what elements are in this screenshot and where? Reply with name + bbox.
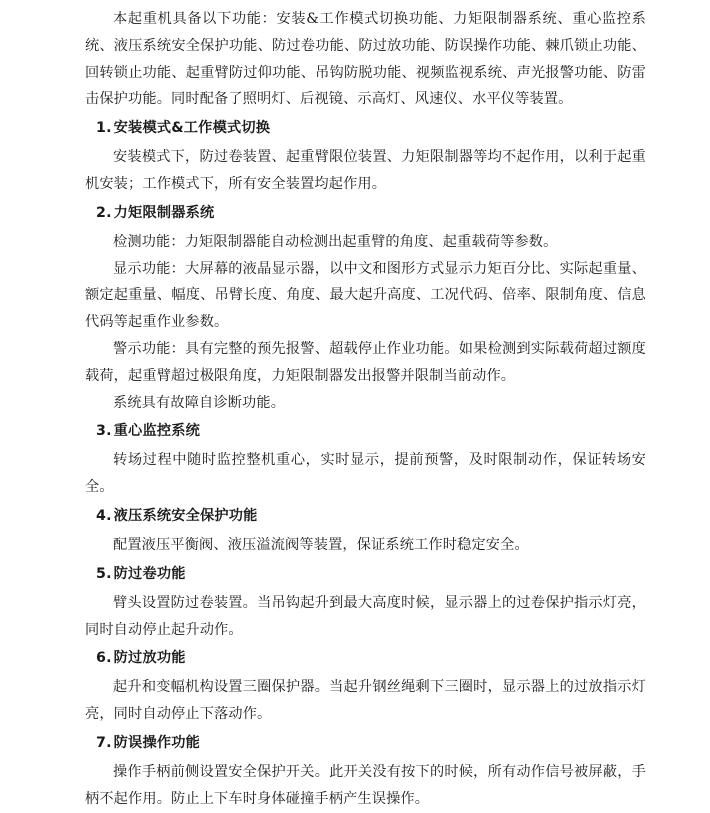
- section-heading: [85, 200, 646, 226]
- section-over-hoist: [85, 561, 646, 644]
- intro-paragraph: 本起重机具备以下功能：安装&工作模式切换功能、力矩限制器系统、重心监控系统、液压系统安全保护功能、防过卷功能、防过放功能、防误操作功能、棘爪锁止功能、回转锁止功能、起重臂防过仰功能、吊钩防脱功能、视频监视系统、声光报警功能、防雷击保护功能。同时配备了照明灯、后视镜、示高灯、风速仪、水平仪等装置。: [85, 11, 646, 108]
- section-heading: [85, 561, 646, 587]
- paragraph: 警示功能：具有完整的预先报警、超载停止作业功能。如果检测到实际载荷超过额度载荷，起重臂超过极限角度，力矩限制器发出报警并限制当前动作。: [85, 340, 646, 384]
- paragraph: 系统具有故障自诊断功能。: [113, 394, 286, 411]
- paragraph: 操作手柄前侧设置安全保护开关。此开关没有按下的时候，所有动作信号被屏蔽，手柄不起作用。防止上下车时身体碰撞手柄产生误操作。: [85, 763, 646, 807]
- paragraph: 臂头设置防过卷装置。当吊钩起升到最大高度时候，显示器上的过卷保护指示灯亮，同时自动停止起升动作。: [85, 594, 646, 638]
- paragraph: 安装模式下，防过卷装置、起重臂限位装置、力矩限制器等均不起作用，以利于起重机安装；工作模式下，所有安全装置均起作用。: [85, 149, 646, 192]
- section-number: 3.: [96, 423, 112, 440]
- section-title: 防过卷功能: [113, 565, 186, 582]
- section-heading: [85, 730, 646, 756]
- section-number: 2.: [96, 204, 112, 221]
- section-title: 防误操作功能: [113, 734, 200, 751]
- section-number: 7.: [96, 734, 112, 751]
- section-misoperation: [85, 730, 646, 813]
- section-hydraulic-safety: [85, 503, 646, 559]
- section-moment-limiter: [85, 200, 646, 417]
- section-title: 安装模式&工作模式切换: [113, 120, 271, 137]
- section-heading: [85, 645, 646, 671]
- section-heading: [85, 115, 646, 141]
- paragraph: 检测功能：力矩限制器能自动检测出起重臂的角度、起重载荷等参数。: [113, 233, 558, 250]
- section-title: 力矩限制器系统: [113, 204, 215, 221]
- section-number: 6.: [96, 650, 112, 667]
- section-number: 5.: [96, 565, 112, 582]
- section-heading: [85, 503, 646, 529]
- paragraph: 显示功能：大屏幕的液晶显示器，以中文和图形方式显示力矩百分比、实际起重量、额定起重量、幅度、吊臂长度、角度、最大起升高度、工况代码、倍率、限制角度、信息代码等起重作业参数。: [85, 260, 646, 331]
- section-number: 4.: [96, 507, 112, 524]
- section-over-lowering: [85, 645, 646, 728]
- section-title: 防过放功能: [113, 650, 186, 667]
- paragraph: 起升和变幅机构设置三圈保护器。当起升钢丝绳剩下三圈时，显示器上的过放指示灯亮，同时自动停止下落动作。: [85, 679, 646, 723]
- paragraph: 转场过程中随时监控整机重心，实时显示，提前预警，及时限制动作，保证转场安全。: [85, 452, 646, 496]
- section-mode-switch: [85, 115, 646, 198]
- section-number: 1.: [96, 120, 112, 137]
- section-title: 重心监控系统: [113, 423, 200, 440]
- section-title: 液压系统安全保护功能: [113, 507, 258, 524]
- paragraph: 配置液压平衡阀、液压溢流阀等装置，保证系统工作时稳定安全。: [113, 536, 529, 553]
- section-center-of-gravity: [85, 418, 646, 501]
- section-heading: [85, 418, 646, 444]
